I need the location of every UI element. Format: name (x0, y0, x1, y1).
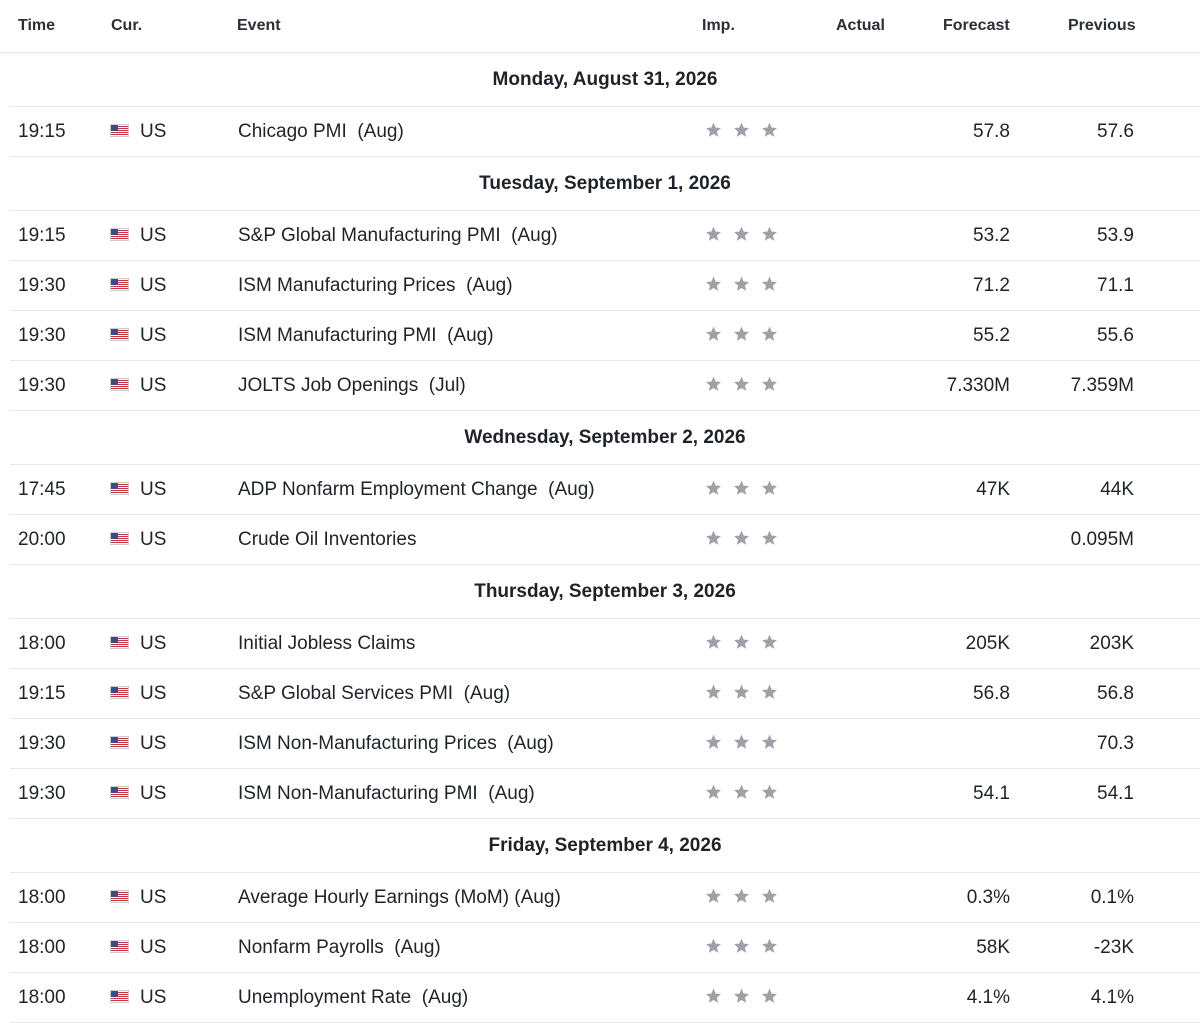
event-forecast: 54.1 (973, 783, 1010, 804)
star-icon (760, 479, 779, 497)
us-flag-icon (110, 278, 129, 291)
star-icon (760, 783, 779, 801)
us-flag-icon (110, 482, 129, 495)
us-flag-icon (110, 228, 129, 241)
star-icon (704, 479, 723, 497)
star-icon (704, 325, 723, 343)
event-time: 19:30 (18, 733, 66, 754)
event-previous: 53.9 (1097, 225, 1134, 246)
event-time: 19:30 (18, 325, 66, 346)
event-currency: US (140, 325, 167, 346)
event-forecast: 57.8 (973, 121, 1010, 142)
event-row[interactable] (10, 973, 1200, 1023)
event-previous: 70.3 (1097, 733, 1134, 754)
event-previous: 55.6 (1097, 325, 1134, 346)
star-icon (760, 987, 779, 1005)
star-icon (732, 733, 751, 751)
us-flag-icon (110, 940, 129, 953)
event-forecast: 56.8 (973, 683, 1010, 704)
star-icon (732, 887, 751, 905)
star-icon (732, 479, 751, 497)
event-name[interactable]: Initial Jobless Claims (238, 633, 416, 654)
importance-rating (704, 479, 788, 503)
event-row[interactable] (10, 361, 1200, 411)
event-forecast: 58K (976, 937, 1010, 958)
us-flag-icon (110, 736, 129, 749)
event-row[interactable] (10, 873, 1200, 923)
event-currency: US (140, 633, 167, 654)
event-previous: 7.359M (1070, 375, 1134, 396)
column-importance[interactable]: Imp. (702, 17, 735, 34)
column-currency[interactable]: Cur. (111, 17, 143, 34)
star-icon (704, 937, 723, 955)
event-currency: US (140, 529, 167, 550)
event-name[interactable]: S&P Global Services PMI (Aug) (238, 683, 511, 704)
event-forecast: 4.1% (966, 987, 1010, 1008)
event-time: 19:15 (18, 683, 66, 704)
event-row[interactable] (10, 769, 1200, 819)
column-event[interactable]: Event (237, 17, 281, 34)
star-icon (704, 783, 723, 801)
importance-rating (704, 987, 788, 1011)
event-time: 18:00 (18, 887, 66, 908)
column-time[interactable]: Time (18, 17, 56, 34)
event-time: 18:00 (18, 987, 66, 1008)
event-time: 19:15 (18, 225, 66, 246)
star-icon (732, 937, 751, 955)
event-previous: 57.6 (1097, 121, 1134, 142)
event-time: 19:30 (18, 783, 66, 804)
event-name[interactable]: ISM Manufacturing PMI (Aug) (238, 325, 494, 346)
day-header: Friday, September 4, 2026 (10, 819, 1200, 873)
star-icon (760, 937, 779, 955)
column-actual[interactable]: Actual (836, 17, 885, 34)
event-time: 19:15 (18, 121, 66, 142)
us-flag-icon (110, 328, 129, 341)
us-flag-icon (110, 786, 129, 799)
importance-rating (704, 683, 788, 707)
star-icon (704, 121, 723, 139)
event-previous: 71.1 (1097, 275, 1134, 296)
importance-rating (704, 225, 788, 249)
day-header: Tuesday, September 1, 2026 (10, 157, 1200, 211)
star-icon (732, 325, 751, 343)
star-icon (760, 325, 779, 343)
event-currency: US (140, 375, 167, 396)
event-row[interactable] (10, 465, 1200, 515)
event-forecast: 7.330M (946, 375, 1010, 396)
event-time: 19:30 (18, 375, 66, 396)
star-icon (704, 683, 723, 701)
us-flag-icon (110, 378, 129, 391)
event-row[interactable] (10, 619, 1200, 669)
event-forecast: 0.3% (966, 887, 1010, 908)
event-forecast: 205K (965, 633, 1010, 654)
event-forecast: 47K (976, 479, 1010, 500)
event-currency: US (140, 225, 167, 246)
star-icon (732, 529, 751, 547)
event-currency: US (140, 683, 167, 704)
event-name[interactable]: Chicago PMI (Aug) (238, 121, 404, 142)
importance-rating (704, 733, 788, 757)
day-header: Wednesday, September 2, 2026 (10, 411, 1200, 465)
event-previous: 54.1 (1097, 783, 1134, 804)
event-name[interactable]: Crude Oil Inventories (238, 529, 417, 550)
event-name[interactable]: Unemployment Rate (Aug) (238, 987, 469, 1008)
event-previous: 56.8 (1097, 683, 1134, 704)
table-header (0, 0, 1200, 53)
importance-rating (704, 887, 788, 911)
event-currency: US (140, 733, 167, 754)
star-icon (704, 225, 723, 243)
column-previous[interactable]: Previous (1068, 17, 1136, 34)
column-forecast[interactable]: Forecast (943, 17, 1010, 34)
star-icon (732, 225, 751, 243)
event-time: 20:00 (18, 529, 66, 550)
event-currency: US (140, 275, 167, 296)
star-icon (732, 275, 751, 293)
event-row[interactable] (10, 107, 1200, 157)
importance-rating (704, 275, 788, 299)
event-row[interactable] (10, 211, 1200, 261)
event-currency: US (140, 783, 167, 804)
star-icon (704, 275, 723, 293)
star-icon (704, 887, 723, 905)
star-icon (760, 275, 779, 293)
us-flag-icon (110, 124, 129, 137)
day-header: Monday, August 31, 2026 (10, 53, 1200, 107)
star-icon (760, 529, 779, 547)
event-previous: 203K (1089, 633, 1134, 654)
event-forecast: 53.2 (973, 225, 1010, 246)
us-flag-icon (110, 636, 129, 649)
event-time: 19:30 (18, 275, 66, 296)
star-icon (760, 683, 779, 701)
event-name[interactable]: S&P Global Manufacturing PMI (Aug) (238, 225, 558, 246)
star-icon (732, 987, 751, 1005)
event-currency: US (140, 987, 167, 1008)
star-icon (704, 633, 723, 651)
event-currency: US (140, 887, 167, 908)
importance-rating (704, 375, 788, 399)
star-icon (704, 987, 723, 1005)
event-row[interactable] (10, 669, 1200, 719)
star-icon (760, 887, 779, 905)
event-currency: US (140, 121, 167, 142)
calendar-body (0, 53, 1200, 1023)
star-icon (760, 225, 779, 243)
importance-rating (704, 633, 788, 657)
event-row[interactable] (10, 515, 1200, 565)
event-row[interactable] (10, 261, 1200, 311)
event-name[interactable]: ISM Non-Manufacturing PMI (Aug) (238, 783, 535, 804)
star-icon (760, 121, 779, 139)
star-icon (704, 375, 723, 393)
importance-rating (704, 121, 788, 145)
event-name[interactable]: ISM Non-Manufacturing Prices (Aug) (238, 733, 554, 754)
star-icon (732, 633, 751, 651)
event-previous: -23K (1093, 937, 1134, 958)
event-time: 18:00 (18, 633, 66, 654)
event-forecast: 71.2 (973, 275, 1010, 296)
event-time: 18:00 (18, 937, 66, 958)
event-forecast: 55.2 (973, 325, 1010, 346)
event-previous: 0.1% (1090, 887, 1134, 908)
event-time: 17:45 (18, 479, 66, 500)
importance-rating (704, 937, 788, 961)
us-flag-icon (110, 686, 129, 699)
star-icon (760, 633, 779, 651)
event-name[interactable]: Average Hourly Earnings (MoM) (Aug) (238, 887, 561, 908)
star-icon (704, 529, 723, 547)
event-name[interactable]: Nonfarm Payrolls (Aug) (238, 937, 441, 958)
event-previous: 44K (1100, 479, 1134, 500)
event-row[interactable] (10, 923, 1200, 973)
event-currency: US (140, 479, 167, 500)
us-flag-icon (110, 532, 129, 545)
star-icon (732, 121, 751, 139)
us-flag-icon (110, 990, 129, 1003)
star-icon (704, 733, 723, 751)
us-flag-icon (110, 890, 129, 903)
event-row[interactable] (10, 311, 1200, 361)
importance-rating (704, 325, 788, 349)
event-currency: US (140, 937, 167, 958)
event-row[interactable] (10, 719, 1200, 769)
event-name[interactable]: JOLTS Job Openings (Jul) (238, 375, 466, 396)
star-icon (732, 783, 751, 801)
importance-rating (704, 529, 788, 553)
event-previous: 0.095M (1070, 529, 1134, 550)
star-icon (760, 375, 779, 393)
star-icon (760, 733, 779, 751)
importance-rating (704, 783, 788, 807)
star-icon (732, 683, 751, 701)
event-name[interactable]: ISM Manufacturing Prices (Aug) (238, 275, 513, 296)
star-icon (732, 375, 751, 393)
event-previous: 4.1% (1090, 987, 1134, 1008)
event-name[interactable]: ADP Nonfarm Employment Change (Aug) (238, 479, 595, 500)
day-header: Thursday, September 3, 2026 (10, 565, 1200, 619)
